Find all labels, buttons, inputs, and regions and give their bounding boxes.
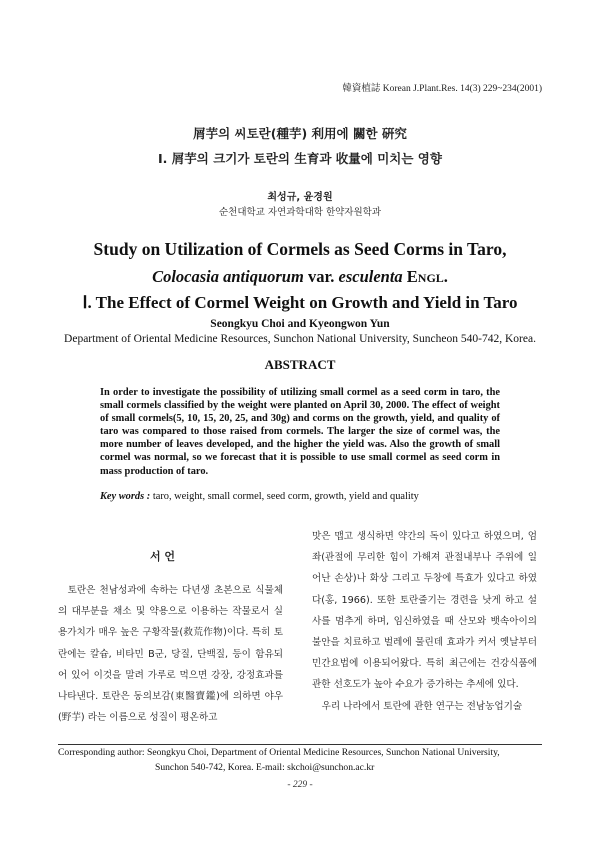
footnote-divider <box>58 744 542 745</box>
journal-citation: 韓資植誌 Korean J.Plant.Res. 14(3) 229~234(2001) <box>342 84 542 94</box>
abstract-text: In order to investigate the possibility of utilizing small cormel as a seed corm in taro, the small cormels classified by the weight were planted on April 30, 2000. The effect of weight of small cormels(5, 10, 15, 20, 25, and 30g) and corms on the growth, yield, and quality of taro was compared to those raised from cormels. The larger the size of cormel was, the more number of leaves developed, and the higher the yield was. Also the growth of small cormel was normal, so we forecast that it is possible to use small cormel as seed corm in mass production of taro. <box>100 387 500 477</box>
species-name: Colocasia antiquorum <box>152 267 304 286</box>
var-label: var. <box>303 267 339 286</box>
keywords-text: taro, weight, small cormel, seed corm, growth, yield and quality <box>150 491 419 502</box>
english-affiliation: Department of Oriental Medicine Resources, Sunchon National University, Suncheon 540-742, Korea. <box>64 333 536 345</box>
abstract-heading: ABSTRACT <box>264 357 336 372</box>
keywords-label: Key words : <box>100 491 151 502</box>
intro-paragraph-2: 우리 나라에서 토란에 관한 연구는 전남농업기술 <box>321 700 523 712</box>
english-title-line1: Study on Utilization of Cormels as Seed Corms in Taro, <box>93 239 507 259</box>
corresponding-author-footnote <box>58 746 548 775</box>
intro-paragraph-continued: 맛은 맵고 생식하면 약간의 독이 있다고 하였으며, 엄좌(관절에 무리한 힘이 가해져 관절내부나 주위에 일어난 손상)나 화상 그리고 두창에 특효가 있다고 하였다(홍, 1966). 또한 토란줄기는 경련을 낫게 하고 설사를 멈추게 하며, 임신하였을 때 산모와 뱃속아이의 불안을 치료하고 벌레에 물린데 효과가 커서 옛날부터 민간요법에 이용되어왔다. 특히 최근에는 건강식품에 관한 선호도가 높아 수요가 증가하는 추세에 있다. <box>312 531 537 691</box>
right-column <box>312 526 537 717</box>
korean-authors: 최성규, 윤경원 <box>267 192 333 203</box>
footnote-line2: Sunchon 540-742, Korea. E-mail: skchoi@sunchon.ac.kr <box>155 761 375 773</box>
korean-title-line2: Ⅰ. 屑芋의 크기가 토란의 生育과 收量에 미치는 영향 <box>158 151 442 166</box>
page-number: - 229 - <box>287 780 313 790</box>
keywords <box>100 491 520 502</box>
english-title-line3: Ⅰ. The Effect of Cormel Weight on Growth and Yield in Taro <box>82 293 518 312</box>
english-title-line2 <box>0 267 600 287</box>
korean-affiliation: 순천대학교 자연과학대학 한약자원학과 <box>218 207 382 218</box>
variety-name: esculenta <box>338 267 403 286</box>
footnote-line1: Corresponding author: Seongkyu Choi, Department of Oriental Medicine Resources, Sunchon National University, <box>58 747 500 758</box>
korean-title-line1: 屑芋의 씨토란(種芋) 利用에 關한 硏究 <box>193 126 407 141</box>
taxon-author: Engl. <box>402 267 448 286</box>
intro-paragraph-1: 토란은 천남성과에 속하는 다년생 초본으로 식물체의 대부분을 채소 및 약용으로 이용하는 작물로서 실용가치가 매우 높은 구황작물(救荒作物)이다. 특히 토란에는 칼슘, 비타민 B군, 당질, 단백질, 등이 함유되어 있어 이것을 말려 가루로 먹으면 강장, 강정효과를 나타낸다. 토란은 동의보감(東醫寶鑑)에 의하면 야우(野芋) 라는 이름으로 성질이 평온하고 <box>58 585 283 724</box>
section-heading-introduction: 서 언 <box>149 550 176 563</box>
english-authors: Seongkyu Choi and Kyeongwon Yun <box>210 318 390 330</box>
left-column <box>58 580 283 728</box>
